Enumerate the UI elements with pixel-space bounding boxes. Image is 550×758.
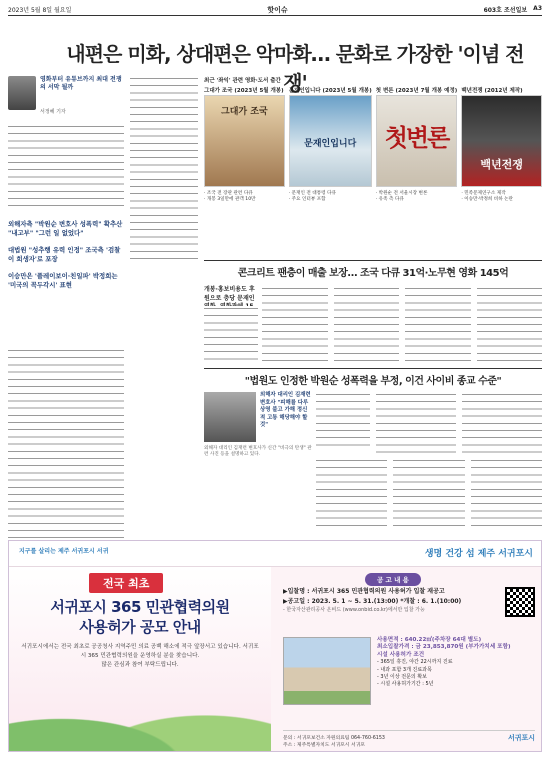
story2-body-col-5 xyxy=(393,458,464,530)
poster-4-image-text: 백년전쟁 xyxy=(480,158,523,171)
story1-lead: 개봉·홍보비용도 후원으로 충당 문재인 xyxy=(204,286,255,302)
ad-footer xyxy=(283,730,535,749)
divider-rule-1 xyxy=(204,260,542,261)
poster-3 xyxy=(376,86,458,256)
left-quote-block xyxy=(8,220,124,290)
story2-body-col-1 xyxy=(316,392,370,450)
masthead xyxy=(8,4,542,16)
ad-brand: 서귀포시 xyxy=(507,734,535,742)
qr-code-icon[interactable] xyxy=(505,587,535,617)
reporter-photo xyxy=(8,76,36,110)
ad-right-panel xyxy=(275,567,542,752)
poster-strip xyxy=(204,86,542,256)
divider-rule-2 xyxy=(204,368,542,369)
story2-body-col-2 xyxy=(376,392,456,454)
poster-2-header: 문재인입니다 (2023년 5월 개봉) xyxy=(288,88,372,94)
story2-photo xyxy=(204,392,256,442)
story2-body-col-6 xyxy=(471,458,542,530)
masthead-page-info xyxy=(484,5,542,14)
middle-body-text xyxy=(130,76,198,262)
poster-1-image xyxy=(204,95,285,187)
ad-notice-line-3: - 한국자산관리공사 온비드 (www.onbid.co.kr)에서만 입찰 가능 xyxy=(283,607,425,614)
poster-2-image-text: 문재인입니다 xyxy=(304,139,357,149)
story2-body-lower xyxy=(316,458,542,530)
ad-logo-left: 지구를 살리는 제주 서귀포시 서귀 xyxy=(19,548,109,555)
poster-chart-title: 최근 '좌익' 관련 영화·도서 출간 xyxy=(204,78,281,84)
poster-2-image xyxy=(289,95,372,187)
ad-info-5: - 내과 포함 3개 진료과목 xyxy=(377,666,432,673)
story2-lead: 외해자 대리인 김재련 변호사 "피해를 다루 상영 불고 가해 정신적 고통 해당해야 할 것" xyxy=(260,392,311,429)
poster-3-image-text: 첫변론 xyxy=(384,124,449,152)
advertisement[interactable] xyxy=(8,540,542,752)
left-quote-1: 외해자측 "박원순 변호사 성폭력" 확추산 "내고부" "그런 일 없었다" xyxy=(8,220,123,237)
poster-1-header: 그대가 조국 (2023년 5월 개봉) xyxy=(204,88,284,94)
poster-3-header: 첫 변론 (2023년 7월 개봉 예정) xyxy=(375,88,458,94)
ad-title: 서귀포시 365 민관협력의원 사용허가 공모 안내 xyxy=(50,598,230,636)
ad-hills-illustration xyxy=(9,683,271,752)
ad-info-7: - 시설 사용허가기간 : 5년 xyxy=(377,681,434,688)
story1-body-col-2 xyxy=(334,286,400,362)
poster-4-info: · 민족문제연구소 제작 · 이승만·박정희 비하 논란 xyxy=(461,191,513,203)
left-quote-3: 이승만은 '플레이보이·친일파' 박정희는 '미국의 꼭두각시' 표현 xyxy=(8,272,118,289)
story1-body-col-4 xyxy=(477,286,543,362)
ad-topbar xyxy=(9,541,541,567)
masthead-page-code: 603호 조선일보 xyxy=(483,7,528,14)
ad-description: 서귀포시에서는 전국 최초로 공공청사 지역주민 의료 공백 해소에 적극 앞장서고 있습니다. 서귀포시 365 민관협력의원을 운영하실 분을 찾습니다. 많은 관심과 참여 부탁드립니다. xyxy=(21,644,259,668)
ad-info-3: 시설 사용허가 조건 xyxy=(377,651,425,658)
ad-building-photo xyxy=(283,637,371,705)
ad-logo-right: 생명 건강 섬 제주 서귀포시 xyxy=(424,549,533,559)
story2-body-upper xyxy=(376,392,542,454)
ad-info-list xyxy=(377,637,537,689)
story2-body-col-3 xyxy=(462,392,542,454)
poster-1-info: · 조국 전 장관 관련 다큐 · 개봉 3일만에 관객 10만 xyxy=(204,191,256,203)
ad-info-2: 최소입찰가격 : 금 23,853,870원 (부가가치세 포함) xyxy=(377,644,511,651)
masthead-section: 핫이슈 xyxy=(267,5,288,14)
masthead-date: 2023년 5월 8일 월요일 xyxy=(8,7,72,14)
masthead-page-number: A3 xyxy=(533,5,542,12)
story2-subhead: "법원도 인정한 박원순 성폭력을 부정, 이건 사이비 종교 수준" xyxy=(244,376,502,387)
poster-1-image-text: 그대가 조국 xyxy=(221,107,268,117)
poster-4-header: 백년전쟁 (2012년 제작) xyxy=(461,88,523,94)
ad-info-1: 사용면적 : 640.22㎡(주차장 64대 별도) xyxy=(377,637,482,643)
main-headline: 내편은 미화, 상대편은 악마화… 문화로 가장한 '이념 전쟁' xyxy=(66,42,524,95)
story2-photo-caption: 외해자 대리인 김재련 변호사가 신간 "비극의 탄생" 관련 사진 등을 설명하고 있다. xyxy=(204,446,312,457)
story1-body-col-1 xyxy=(262,286,328,362)
poster-3-image xyxy=(376,95,458,187)
ad-info-4: - 365일 휴진, 야간 22시까지 진료 xyxy=(377,659,453,666)
poster-1 xyxy=(204,86,285,256)
left-photo-caption: 영화부터 유튜브까지 최대 전쟁의 서막 될까 xyxy=(40,76,122,91)
story1-subhead: 콘크리트 팬층이 매출 보장… 조국 다큐 31억·노무현 영화 145억 xyxy=(237,268,509,279)
story2-body-col-4 xyxy=(316,458,387,530)
poster-2 xyxy=(289,86,372,256)
byline: 서정혜 기자 xyxy=(40,109,66,115)
ad-footer-text: 문의 : 서귀포보건소 자원의료팀 064-760-6153 주소 : 제주특별자치도 서귀포시 서귀포 xyxy=(283,736,385,748)
ad-left-panel xyxy=(9,567,271,752)
poster-4 xyxy=(461,86,542,256)
ad-notice-line-2: ▶공고일 : 2023. 5. 1 ~ 5. 31.(13:00) *개찰 : 6. 1.(10:00) xyxy=(283,597,462,605)
ad-notice-tag: 공 고 내 용 xyxy=(365,573,421,586)
poster-2-info: · 문재인 전 대통령 다큐 · 주요 인터뷰 포함 xyxy=(288,191,336,203)
left-body-text-1 xyxy=(8,124,124,212)
story1-body-col-3 xyxy=(405,286,471,362)
poster-4-image xyxy=(461,95,542,187)
ad-info-6: - 3년 이상 전문의 확보 xyxy=(377,674,427,681)
story1-body xyxy=(262,286,542,362)
ad-notice-lines xyxy=(283,587,483,616)
left-quote-2: 대법원 "성추행 유력 인정" 조국측 '검찰이 희생자'로 포장 xyxy=(8,246,121,263)
ad-badge: 전국 최초 xyxy=(89,573,163,593)
ad-notice-line-1: ▶입찰명 : 서귀포시 365 민관협력의원 사용허가 입찰 재공고 xyxy=(283,588,445,595)
poster-3-info: · 박원순 전 서울시장 변론 · 유족 측 다큐 xyxy=(375,191,428,203)
story1-lead-body xyxy=(204,306,258,362)
